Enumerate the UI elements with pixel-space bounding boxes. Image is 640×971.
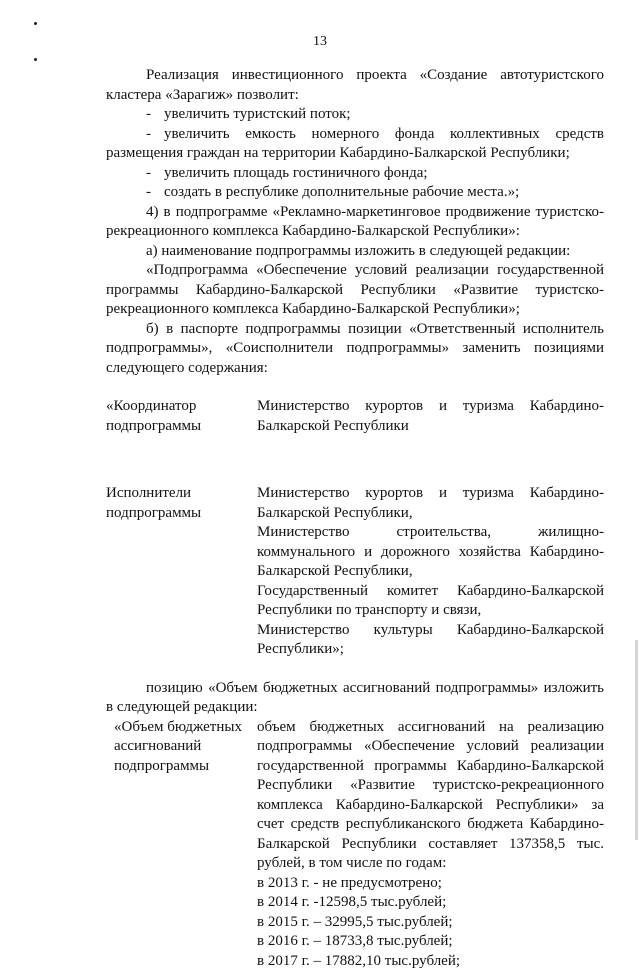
executor-item: Министерство строительства, жилищно-коммунального и дорожного хозяйства Кабардино-Балкарской Республики,	[257, 523, 604, 582]
list-item: - увеличить площадь гостиничного фонда;	[106, 164, 604, 184]
list-item: - создать в республике дополнительные рабочие места.»;	[106, 183, 604, 203]
item-4a-paragraph: а) наименование подпрограммы изложить в следующей редакции:	[106, 242, 604, 262]
budget-text: объем бюджетных ассигнований на реализацию подпрограммы «Обеспечение условий реализации государственной программы Кабардино-Балкарской Республики «Развитие туристско-рекреационного комплекса Кабардино-Балкарской Республики» за счет средств республиканского бюджета Кабардино-Балкарской Республики составляет 137358,5 тыс. рублей, в том числе по годам:	[257, 718, 604, 874]
budget-year: в 2016 г. – 18733,8 тыс.рублей;	[257, 932, 604, 952]
executors-label: Исполнители подпрограммы	[106, 484, 257, 660]
scan-edge-mark	[635, 640, 638, 840]
budget-row	[106, 718, 604, 971]
budget-year: в 2017 г. – 17882,10 тыс.рублей;	[257, 952, 604, 971]
page-number: 13	[0, 34, 640, 50]
spacer	[106, 436, 604, 484]
list-item: - увеличить емкость номерного фонда коллективных средств размещения граждан на территории Кабардино-Балкарской Республики;	[106, 125, 604, 164]
budget-label: «Объем бюджетных ассигнований подпрограммы	[106, 718, 257, 971]
executors-list	[257, 484, 604, 660]
spacer	[106, 660, 604, 679]
coordinator-row	[106, 397, 604, 436]
list-item: - увеличить туристский поток;	[106, 105, 604, 125]
scan-dot	[34, 58, 37, 61]
item-4b-paragraph: б) в паспорте подпрограммы позиции «Ответственный исполнитель подпрограммы», «Соисполнители подпрограммы» заменить позициями следующего содержания:	[106, 320, 604, 379]
coordinator-value: Министерство курортов и туризма Кабардино-Балкарской Республики	[257, 397, 604, 436]
intro-paragraph: Реализация инвестиционного проекта «Создание автотуристского кластера «Зарагиж» позволит:	[106, 66, 604, 105]
item-4-paragraph: 4) в подпрограмме «Рекламно-маркетинговое продвижение туристско-рекреационного комплекса Кабардино-Балкарской Республики»:	[106, 203, 604, 242]
budget-year: в 2014 г. -12598,5 тыс.рублей;	[257, 893, 604, 913]
executor-item: Министерство культуры Кабардино-Балкарской Республики»;	[257, 621, 604, 660]
document-body	[106, 66, 604, 971]
executor-item: Министерство курортов и туризма Кабардино-Балкарской Республики,	[257, 484, 604, 523]
budget-intro: позицию «Объем бюджетных ассигнований подпрограммы» изложить в следующей редакции:	[106, 679, 604, 718]
budget-year: в 2013 г. - не предусмотрено;	[257, 874, 604, 894]
executor-item: Государственный комитет Кабардино-Балкарской Республики по транспорту и связи,	[257, 582, 604, 621]
executors-row	[106, 484, 604, 660]
item-4a-quote: «Подпрограмма «Обеспечение условий реализации государственной программы Кабардино-Балкарской Республики «Развитие туристско-рекреационного комплекса Кабардино-Балкарской Республики»;	[106, 261, 604, 320]
budget-value	[257, 718, 604, 971]
budget-year: в 2015 г. – 32995,5 тыс.рублей;	[257, 913, 604, 933]
scan-dot	[34, 22, 37, 25]
spacer	[106, 378, 604, 397]
coordinator-label: «Координатор подпрограммы	[106, 397, 257, 436]
